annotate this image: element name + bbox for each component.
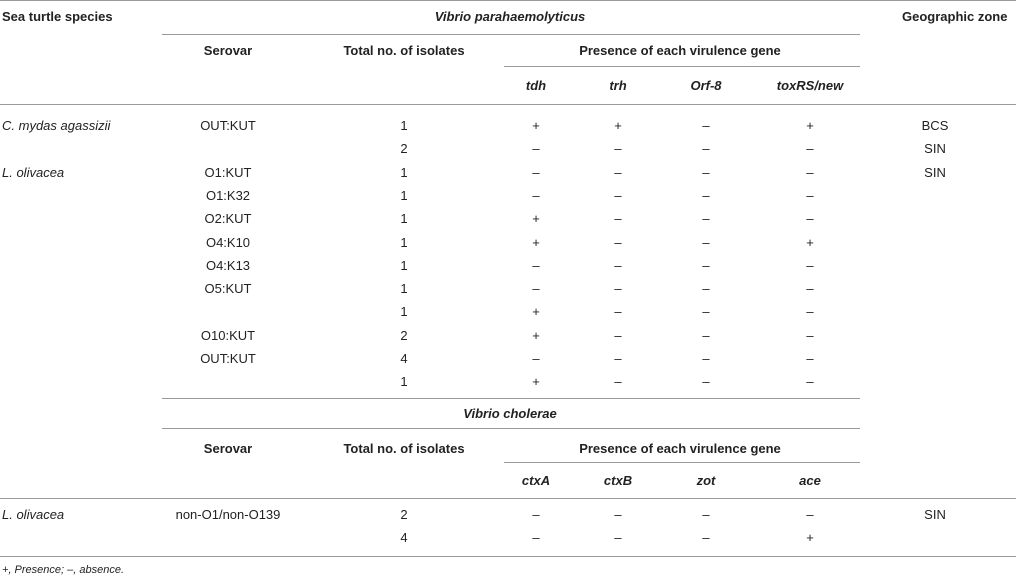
total-cell: 2 <box>400 141 408 157</box>
total-cell: 1 <box>400 118 408 133</box>
total-cell: 2 <box>400 507 408 522</box>
gene-presence-cell: – <box>702 141 710 157</box>
serovar-cell: O4:K13 <box>205 257 251 273</box>
section1-gene-4: toxRS/new <box>776 78 844 93</box>
gene-presence-cell: – <box>702 211 710 227</box>
gene-presence-cell: – <box>806 187 814 203</box>
gene-presence-cell: – <box>702 351 710 366</box>
gene-presence-cell: – <box>532 530 540 545</box>
gene-presence-cell: – <box>702 234 710 250</box>
total-cell: 1 <box>400 164 408 180</box>
serovar-cell: OUT:KUT <box>200 351 256 366</box>
serovar-cell: non-O1/non-O139 <box>175 507 281 522</box>
section1-gene-3: Orf-8 <box>690 78 722 93</box>
gene-presence-cell: – <box>806 211 814 227</box>
gene-presence-cell: + <box>532 211 540 227</box>
top-rule <box>0 0 1016 1</box>
serovar-cell: OUT:KUT <box>200 118 256 133</box>
gene-presence-cell: – <box>614 281 622 297</box>
geo-cell: BCS <box>921 118 949 133</box>
gene-presence-cell: – <box>702 327 710 343</box>
section2-total-header: Total no. of isolates <box>343 441 465 456</box>
gene-presence-cell: + <box>532 327 540 343</box>
total-cell: 1 <box>400 257 408 273</box>
rule-under-vc-title <box>162 428 860 429</box>
gene-presence-cell: – <box>532 257 540 273</box>
gene-presence-cell: – <box>614 351 622 366</box>
gene-presence-cell: – <box>806 141 814 157</box>
section1-presence-header: Presence of each virulence gene <box>579 43 781 58</box>
gene-presence-cell: + <box>806 234 814 250</box>
geo-cell: SIN <box>924 507 946 522</box>
section2-gene-2: ctxB <box>603 473 633 488</box>
gene-presence-cell: – <box>532 507 540 522</box>
gene-presence-cell: – <box>614 164 622 180</box>
total-cell: 1 <box>400 234 408 250</box>
total-cell: 1 <box>400 211 408 227</box>
serovar-cell: O1:KUT <box>204 164 252 180</box>
gene-presence-cell: – <box>806 281 814 297</box>
gene-presence-cell: – <box>806 257 814 273</box>
total-cell: 1 <box>400 304 408 320</box>
gene-presence-cell: – <box>614 257 622 273</box>
gene-presence-cell: – <box>702 530 710 545</box>
section2-presence-header: Presence of each virulence gene <box>579 441 781 456</box>
section2-title: Vibrio cholerae <box>463 406 557 421</box>
gene-presence-cell: – <box>702 281 710 297</box>
gene-presence-cell: – <box>532 351 540 366</box>
section1-title: Vibrio parahaemolyticus <box>434 9 586 24</box>
section1-serovar-header: Serovar <box>203 43 253 58</box>
total-cell: 4 <box>400 351 408 366</box>
gene-presence-cell: – <box>806 327 814 343</box>
gene-presence-cell: – <box>702 187 710 203</box>
gene-presence-cell: – <box>532 164 540 180</box>
gene-presence-cell: – <box>614 141 622 157</box>
gene-presence-cell: – <box>532 281 540 297</box>
total-cell: 4 <box>400 530 408 545</box>
gene-presence-cell: + <box>806 118 814 133</box>
species-cell: C. mydas agassizii <box>2 118 111 133</box>
gene-presence-cell: + <box>532 374 540 390</box>
gene-presence-cell: – <box>702 304 710 320</box>
gene-presence-cell: – <box>614 507 622 522</box>
header-geo: Geographic zone <box>902 9 1008 24</box>
header-species: Sea turtle species <box>2 9 113 24</box>
gene-presence-cell: – <box>702 118 710 133</box>
gene-presence-cell: – <box>806 374 814 390</box>
section2-gene-3: zot <box>696 473 716 488</box>
section2-serovar-header: Serovar <box>203 441 253 456</box>
gene-presence-cell: – <box>702 507 710 522</box>
total-cell: 1 <box>400 374 408 390</box>
serovar-cell: O1:K32 <box>205 187 251 203</box>
gene-presence-cell: – <box>614 327 622 343</box>
gene-presence-cell: – <box>532 141 540 157</box>
rule-under-genes-1 <box>0 104 1016 105</box>
gene-presence-cell: + <box>532 118 540 133</box>
rule-under-presence-1 <box>504 66 860 67</box>
rule-under-vp-title <box>162 34 860 35</box>
gene-presence-cell: – <box>702 164 710 180</box>
gene-presence-cell: + <box>806 530 814 545</box>
gene-presence-cell: – <box>806 507 814 522</box>
section1-gene-1: tdh <box>525 78 547 93</box>
gene-presence-cell: – <box>614 211 622 227</box>
total-cell: 1 <box>400 281 408 297</box>
gene-presence-cell: + <box>614 118 622 133</box>
section1-gene-2: trh <box>609 78 627 93</box>
gene-presence-cell: – <box>702 257 710 273</box>
rule-under-presence-2 <box>504 462 860 463</box>
gene-presence-cell: + <box>532 234 540 250</box>
bottom-rule <box>0 556 1016 557</box>
gene-presence-cell: + <box>532 304 540 320</box>
species-cell: L. olivacea <box>2 507 65 522</box>
serovar-cell: O10:KUT <box>200 327 256 343</box>
gene-presence-cell: – <box>614 187 622 203</box>
gene-presence-cell: – <box>614 374 622 390</box>
section1-total-header: Total no. of isolates <box>343 43 465 58</box>
rule-under-genes-2 <box>0 498 1016 499</box>
gene-presence-cell: – <box>806 351 814 366</box>
gene-presence-cell: – <box>806 304 814 320</box>
gene-presence-cell: – <box>614 530 622 545</box>
geo-cell: SIN <box>924 141 946 157</box>
serovar-cell: O4:K10 <box>205 234 251 250</box>
geo-cell: SIN <box>924 164 946 180</box>
footnote: +, Presence; –, absence. <box>2 564 124 576</box>
rule-before-vc <box>162 398 860 399</box>
section2-gene-1: ctxA <box>521 473 551 488</box>
total-cell: 1 <box>400 187 408 203</box>
gene-presence-cell: – <box>614 234 622 250</box>
serovar-cell: O5:KUT <box>204 281 252 297</box>
species-cell: L. olivacea <box>2 164 65 180</box>
serovar-cell: O2:KUT <box>204 211 252 227</box>
gene-presence-cell: – <box>532 187 540 203</box>
gene-presence-cell: – <box>614 304 622 320</box>
total-cell: 2 <box>400 327 408 343</box>
section2-gene-4: ace <box>799 473 821 488</box>
gene-presence-cell: – <box>702 374 710 390</box>
gene-presence-cell: – <box>806 164 814 180</box>
